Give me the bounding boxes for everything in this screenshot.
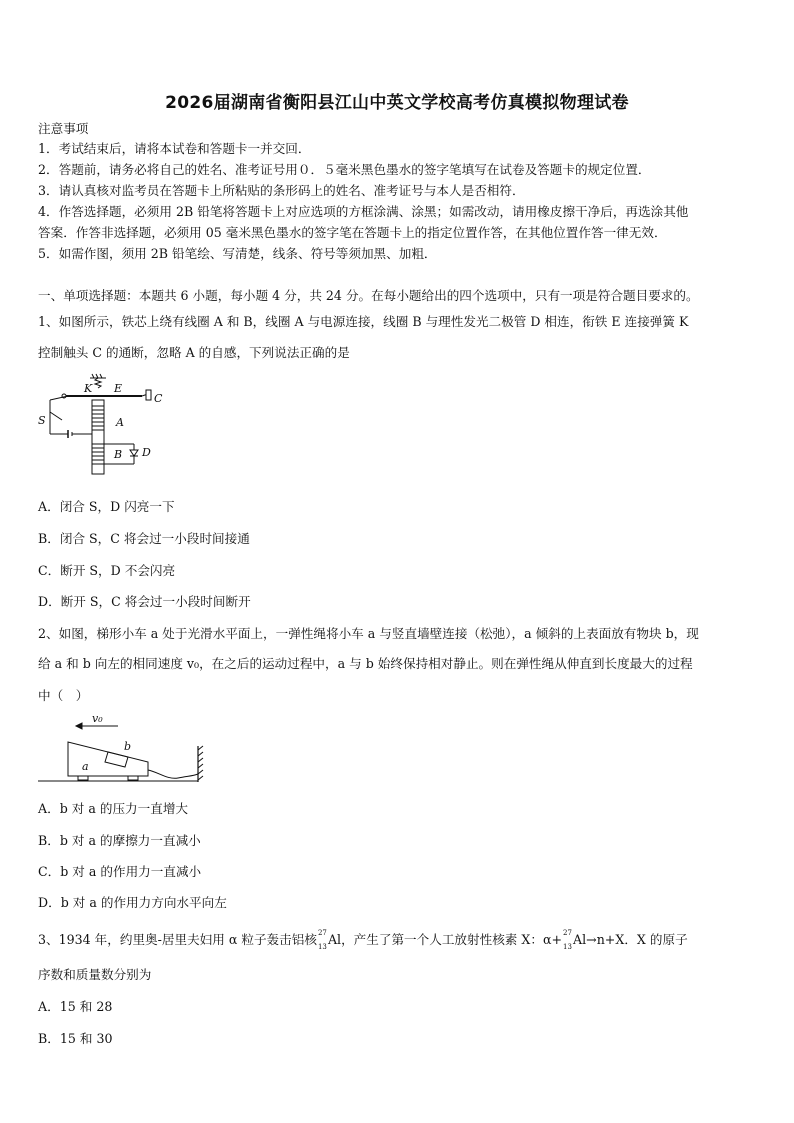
q3-stem-part2: ，产生了第一个人工放射性核素 X： bbox=[341, 932, 543, 947]
label-a: a bbox=[82, 760, 89, 773]
q3-stem-line2: 序数和质量数分别为 bbox=[38, 967, 152, 982]
label-b: B bbox=[114, 448, 123, 461]
q1-stem-line2: 控制触头 C 的通断，忽略 A 的自感，下列说法正确的是 bbox=[38, 345, 350, 360]
cart-a bbox=[68, 742, 148, 776]
switch-s bbox=[50, 412, 62, 420]
q3-option-a: A．15 和 28 bbox=[38, 999, 113, 1014]
notice-item-4-cont: 答案．作答非选择题，必须用 05 毫米黑色墨水的签字笔在答题卡上的指定位置作答，在其他位置作答一律无效． bbox=[38, 225, 667, 240]
notice-item-4: 4．作答选择题，必须用 2B 铅笔将答题卡上对应选项的方框涂满、涂黑；如需改动，请用橡皮擦干净后，再选涂其他 bbox=[38, 204, 689, 219]
label-a: A bbox=[116, 416, 124, 429]
spring-k bbox=[95, 378, 101, 388]
wheel-left bbox=[78, 776, 88, 780]
label-c: C bbox=[154, 392, 163, 405]
label-k: K bbox=[84, 382, 93, 395]
q2-stem-line2: 给 a 和 b 向左的相同速度 v₀，在之后的运动过程中，a 与 b 始终保持相对静止。则在弹性绳从伸直到长度最大的过程 bbox=[38, 656, 693, 671]
q1-option-b: B．闭合 S，C 将会过一小段时间接通 bbox=[38, 531, 250, 546]
label-s: S bbox=[38, 414, 46, 427]
q3-stem-part1: 3、1934 年，约里奥-居里夫妇用 α 粒子轰击铝核 bbox=[38, 932, 317, 947]
q3-eq-right: →n+X．X 的原子 bbox=[586, 932, 688, 947]
nuclide-al: 27 13 Al bbox=[317, 929, 342, 951]
q2-option-a: A．b 对 a 的压力一直增大 bbox=[38, 801, 189, 816]
notice-item-3: 3．请认真核对监考员在答题卡上所粘贴的条形码上的姓名、准考证号与本人是否相符． bbox=[38, 183, 525, 198]
notice-heading: 注意事项 bbox=[38, 121, 89, 136]
q2-stem-line3: 中（ ） bbox=[38, 688, 89, 703]
diode-d bbox=[130, 450, 138, 456]
notice-item-5: 5．如需作图，须用 2B 铅笔绘、写清楚，线条、符号等须加黑、加粗． bbox=[38, 246, 437, 261]
q1-option-c: C．断开 S，D 不会闪亮 bbox=[38, 563, 176, 578]
q1-stem-line1: 1、如图所示，铁芯上绕有线圈 A 和 B，线圈 A 与电源连接，线圈 B 与理性发光二极管 D 相连，衔铁 E 连接弹簧 K bbox=[38, 314, 689, 329]
elastic-rope bbox=[148, 770, 198, 778]
contact-c bbox=[146, 390, 151, 400]
q2-cart-figure bbox=[38, 710, 208, 790]
label-b: b bbox=[124, 740, 132, 753]
nuclide-al-eq: 27 13 Al bbox=[563, 929, 587, 951]
notice-item-1: 1．考试结束后，请将本试卷和答题卡一并交回． bbox=[38, 141, 311, 156]
page-title: 2026届湖南省衡阳县江山中英文学校高考仿真模拟物理试卷 bbox=[165, 93, 629, 113]
q1-circuit-figure bbox=[38, 372, 168, 482]
label-e: E bbox=[114, 382, 123, 395]
q2-option-d: D．b 对 a 的作用力方向水平向左 bbox=[38, 895, 227, 910]
q1-option-a: A．闭合 S，D 闪亮一下 bbox=[38, 499, 175, 514]
q2-option-c: C．b 对 a 的作用力一直减小 bbox=[38, 864, 202, 879]
label-d: D bbox=[142, 446, 151, 459]
q3-eq-left: α+ bbox=[542, 932, 563, 947]
section-heading: 一、单项选择题：本题共 6 小题，每小题 4 分，共 24 分。在每小题给出的四个选项中，只有一项是符合题目要求的。 bbox=[38, 288, 699, 303]
q3-stem-line1 bbox=[38, 929, 760, 951]
notice-item-2: 2．答题前，请务必将自己的姓名、准考证号用０．５毫米黑色墨水的签字笔填写在试卷及答题卡的规定位置． bbox=[38, 162, 651, 177]
iron-core bbox=[92, 400, 104, 474]
q2-stem-line1: 2、如图，梯形小车 a 处于光滑水平面上，一弹性绳将小车 a 与竖直墙壁连接（松弛），a 倾斜的上表面放有物块 b，现 bbox=[38, 626, 699, 641]
q2-option-b: B．b 对 a 的摩擦力一直减小 bbox=[38, 833, 201, 848]
wheel-right bbox=[128, 776, 138, 780]
block-b bbox=[105, 752, 128, 767]
q3-option-b: B．15 和 30 bbox=[38, 1031, 113, 1046]
label-v0: v₀ bbox=[92, 712, 103, 725]
q1-option-d: D．断开 S，C 将会过一小段时间断开 bbox=[38, 594, 251, 609]
